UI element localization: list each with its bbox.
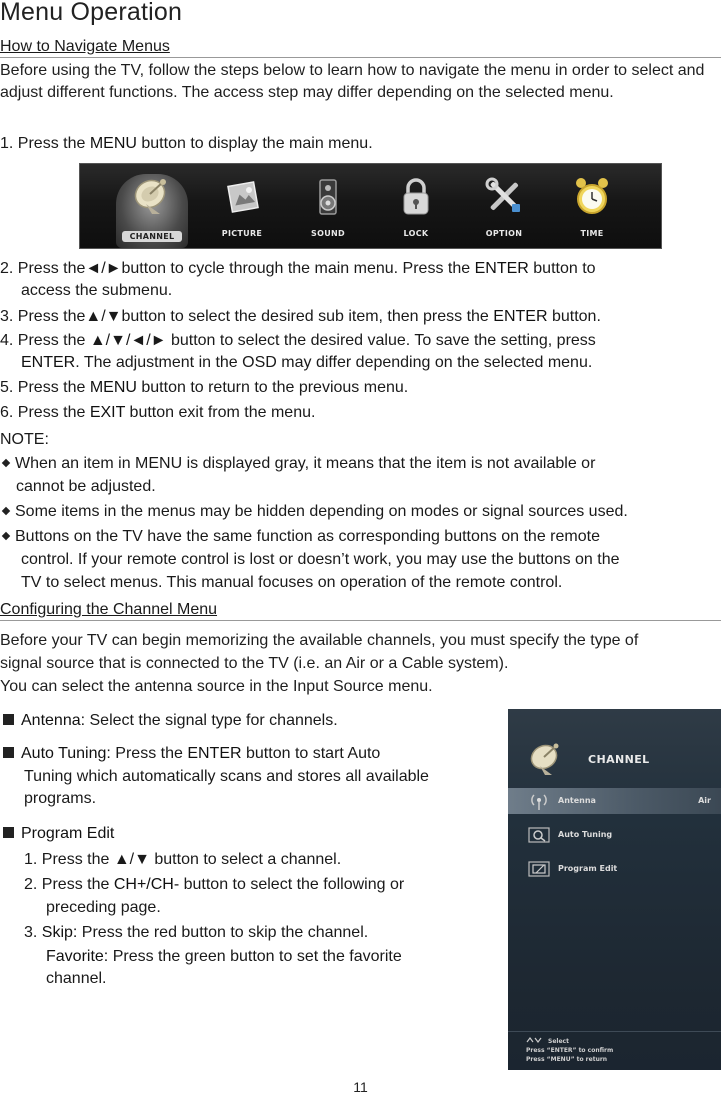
section-heading-text: How to Navigate Menus bbox=[0, 38, 170, 55]
key-name: ENTER bbox=[187, 745, 242, 762]
step-number: 2. bbox=[24, 876, 38, 893]
panel-footer bbox=[526, 1037, 613, 1064]
panel-item-label: Program Edit bbox=[558, 864, 618, 873]
program-edit-step-3 bbox=[24, 922, 368, 944]
step-text: button exit from the menu. bbox=[125, 404, 316, 421]
program-edit-item bbox=[0, 823, 114, 845]
step-number: 6. bbox=[0, 404, 14, 421]
item-label: Program Edit bbox=[21, 825, 115, 842]
note-3-line2: control. If your remote control is lost or doesn’t work, you may use the buttons on the bbox=[21, 551, 620, 568]
item-text: Select the signal type for channels. bbox=[85, 712, 338, 729]
step-number: 5. bbox=[0, 379, 14, 396]
note-label: NOTE: bbox=[0, 431, 49, 448]
menu-label: PICTURE bbox=[221, 229, 263, 238]
panel-item-antenna[interactable] bbox=[508, 788, 721, 814]
channel-intro-line2: signal source that is connected to the TV (i.e. an Air or a Cable system). bbox=[0, 655, 509, 672]
diamond-bullet-icon bbox=[2, 507, 10, 515]
step-text: Press the bbox=[37, 876, 114, 893]
channel-intro-line1: Before your TV can begin memorizing the available channels, you must specify the type of bbox=[0, 632, 639, 649]
step-text: Press the◄/►button to cycle through the main menu. Press the bbox=[17, 260, 475, 277]
step-number: 2. bbox=[0, 260, 14, 277]
panel-item-label: Antenna bbox=[558, 796, 596, 805]
key-name: MENU bbox=[89, 135, 137, 152]
program-edit-step-2-continued: preceding page. bbox=[46, 899, 161, 916]
step-number: 3. bbox=[24, 924, 38, 941]
step-number: 1. bbox=[24, 851, 38, 868]
step-6 bbox=[0, 402, 315, 424]
step-2-continued: access the submenu. bbox=[21, 282, 173, 299]
menu-label: CHANNEL bbox=[122, 231, 182, 242]
menu-item-sound bbox=[292, 174, 364, 248]
item-text: button to start Auto bbox=[241, 745, 381, 762]
key-name: CH+/CH- bbox=[113, 876, 180, 893]
menu-item-option bbox=[468, 174, 540, 248]
menu-item-time bbox=[556, 174, 628, 248]
square-bullet-icon bbox=[3, 747, 14, 758]
note-text: Some items in the menus may be hidden depending on modes or signal sources used. bbox=[15, 503, 628, 520]
favorite-item bbox=[46, 946, 402, 968]
item-label: Favorite: bbox=[46, 948, 109, 965]
auto-tuning-item bbox=[0, 743, 380, 765]
step-text: Press the bbox=[17, 379, 90, 396]
step-text: Press the ▲/▼/◄/► button to select the desired value. To save the setting, press bbox=[17, 332, 596, 349]
note-3-line3: TV to select menus. This manual focuses on operation of the remote control. bbox=[21, 574, 563, 591]
footer-select: Select bbox=[548, 1038, 569, 1045]
section-heading-channel bbox=[0, 601, 721, 621]
menu-label: OPTION bbox=[485, 229, 523, 238]
page-title: Menu Operation bbox=[0, 0, 183, 26]
step-text: button to bbox=[528, 260, 596, 277]
menu-item-channel bbox=[116, 174, 188, 248]
diamond-bullet-icon bbox=[2, 459, 10, 467]
step-text: button to display the main menu. bbox=[136, 135, 373, 152]
antenna-icon bbox=[528, 791, 550, 811]
menu-label: SOUND bbox=[311, 229, 345, 238]
note-3 bbox=[0, 526, 721, 548]
step-text: Press the bbox=[17, 404, 90, 421]
step-4 bbox=[0, 330, 721, 352]
note-1 bbox=[0, 453, 721, 475]
item-label: Skip: bbox=[37, 924, 78, 941]
note-text: Buttons on the TV have the same function as corresponding buttons on the remote bbox=[15, 528, 600, 545]
intro-paragraph: Before using the TV, follow the steps below to learn how to navigate the menu in order to select and adjust different functions. The access step may differ depending on the selected menu. bbox=[0, 62, 705, 101]
auto-tuning-icon bbox=[528, 825, 550, 845]
antenna-item bbox=[0, 710, 338, 732]
step-1 bbox=[0, 133, 373, 155]
footer-return: Press “MENU” to return bbox=[526, 1056, 608, 1063]
diamond-bullet-icon bbox=[2, 532, 10, 540]
speaker-icon bbox=[306, 174, 350, 218]
satellite-dish-icon bbox=[130, 174, 174, 218]
step-number: 1. bbox=[0, 135, 14, 152]
item-label: Antenna: bbox=[21, 712, 86, 729]
square-bullet-icon bbox=[3, 714, 14, 725]
menu-label: TIME bbox=[580, 229, 604, 238]
page-number: 11 bbox=[353, 1079, 368, 1095]
panel-item-auto-tuning[interactable] bbox=[508, 822, 721, 848]
key-name: ENTER bbox=[493, 308, 548, 325]
alarm-clock-icon bbox=[570, 174, 614, 218]
lock-icon bbox=[394, 174, 438, 218]
program-edit-step-1 bbox=[24, 849, 341, 871]
step-text: Press the green button to set the favorite bbox=[108, 948, 402, 965]
item-text: Press the bbox=[110, 745, 188, 762]
step-5 bbox=[0, 377, 408, 399]
step-text: button. bbox=[547, 308, 601, 325]
picture-icon bbox=[220, 174, 264, 218]
menu-item-lock bbox=[380, 174, 452, 248]
step-text: button to return to the previous menu. bbox=[136, 379, 409, 396]
step-text: button to select the following or bbox=[179, 876, 405, 893]
step-number: 4. bbox=[0, 332, 14, 349]
item-label: Auto Tuning: bbox=[21, 745, 111, 762]
step-text: Press the red button to skip the channel. bbox=[77, 924, 369, 941]
channel-intro-line3: You can select the antenna source in the Input Source menu. bbox=[0, 678, 433, 695]
panel-item-label: Auto Tuning bbox=[558, 830, 613, 839]
step-3 bbox=[0, 306, 721, 328]
step-text: Press the▲/▼button to select the desired sub item, then press the bbox=[17, 308, 494, 325]
step-number: 3. bbox=[0, 308, 14, 325]
note-2 bbox=[0, 501, 721, 523]
menu-item-picture bbox=[206, 174, 278, 248]
panel-item-value: Air bbox=[698, 796, 711, 805]
program-edit-icon bbox=[528, 859, 550, 879]
satellite-dish-icon bbox=[526, 739, 570, 779]
step-text: . The adjustment in the OSD may differ depending on the selected menu. bbox=[75, 354, 593, 371]
auto-tuning-line3: programs. bbox=[24, 790, 97, 807]
step-2 bbox=[0, 258, 721, 280]
tools-icon bbox=[482, 174, 526, 218]
main-menu-bar bbox=[79, 163, 662, 249]
note-text: When an item in MENU is displayed gray, it means that the item is not available or bbox=[15, 455, 596, 472]
menu-label: LOCK bbox=[403, 229, 429, 238]
section-heading-navigate bbox=[0, 38, 721, 58]
panel-divider bbox=[508, 1031, 721, 1032]
key-name: MENU bbox=[89, 379, 137, 396]
program-edit-step-2 bbox=[24, 874, 404, 896]
key-name: ENTER bbox=[21, 354, 76, 371]
channel-menu-panel bbox=[508, 709, 721, 1070]
step-4-continued bbox=[21, 352, 721, 374]
key-name: ENTER bbox=[474, 260, 529, 277]
key-name: EXIT bbox=[89, 404, 126, 421]
note-1-continued: cannot be adjusted. bbox=[16, 478, 156, 495]
square-bullet-icon bbox=[3, 827, 14, 838]
section-heading-text: Configuring the Channel Menu bbox=[0, 601, 218, 618]
favorite-item-continued: channel. bbox=[46, 970, 107, 987]
footer-confirm: Press “ENTER” to confirm bbox=[526, 1047, 614, 1054]
panel-item-program-edit[interactable] bbox=[508, 856, 721, 882]
step-text: Press the bbox=[17, 135, 90, 152]
panel-title: CHANNEL bbox=[588, 753, 650, 766]
step-text: Press the ▲/▼ button to select a channel. bbox=[37, 851, 342, 868]
auto-tuning-line2: Tuning which automatically scans and stores all available bbox=[24, 768, 429, 785]
